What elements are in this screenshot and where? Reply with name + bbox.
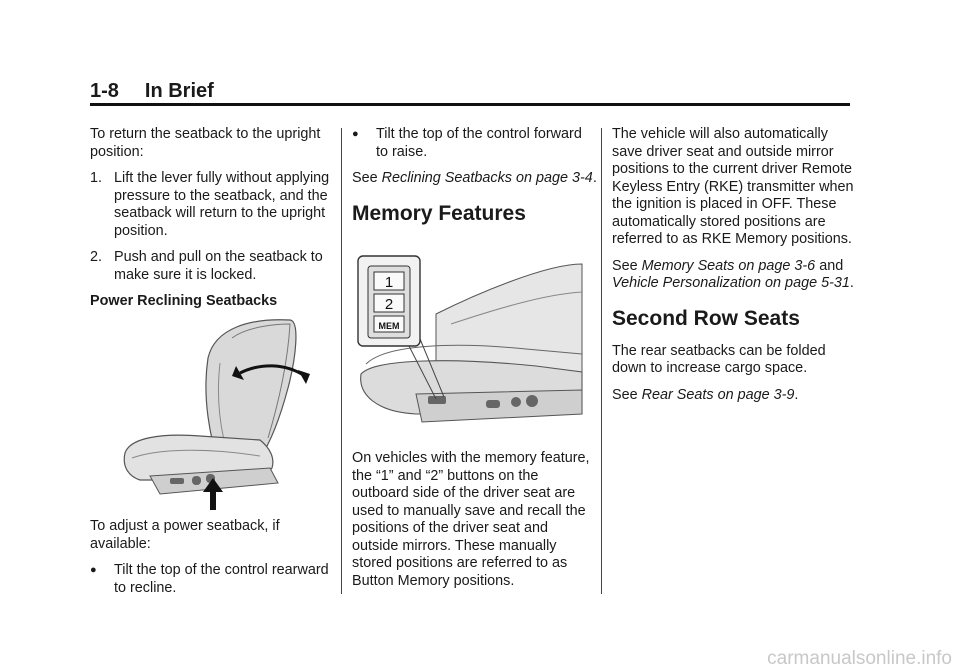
- see-reference: [612, 258, 857, 293]
- column-divider-1: [341, 128, 342, 594]
- memory-seats-link[interactable]: Memory Seats on page 3-6: [641, 257, 816, 274]
- see-label: See: [612, 386, 638, 403]
- bullet-text: Tilt the top of the control forward to raise.: [376, 126, 582, 160]
- memory-button-2: 2: [384, 296, 394, 313]
- period: .: [794, 386, 799, 403]
- memory-description: On vehicles with the memory feature, the “1” and “2” buttons on the outboard side of the driver seat are used to manually save and recall the positions of the driver seat and outside mirrors. These manually stored positions are referred to as Button Memory positions.: [352, 450, 590, 589]
- rear-seats-link[interactable]: Rear Seats on page 3-9: [641, 386, 795, 403]
- period: .: [849, 275, 854, 291]
- column-1: [90, 126, 330, 320]
- section-heading-memory-features: Memory Features: [352, 201, 526, 225]
- reclining-seatbacks-link[interactable]: Reclining Seatbacks on page 3-4: [381, 170, 593, 186]
- bullet-icon: ●: [90, 564, 97, 576]
- column-2-lower: [352, 450, 597, 599]
- step-item: [90, 249, 330, 284]
- step-item: [90, 170, 330, 240]
- period: .: [592, 170, 597, 186]
- memory-button-mem: MEM: [378, 321, 400, 331]
- column-1-lower: [90, 518, 330, 606]
- page-header: [90, 80, 214, 103]
- bullet-item: [352, 126, 597, 161]
- reclining-seat-illustration: [120, 318, 310, 510]
- adjust-paragraph: To adjust a power seatback, if available:: [90, 518, 280, 552]
- bullet-icon: ●: [352, 128, 359, 140]
- intro-paragraph: To return the seatback to the upright position:: [90, 126, 321, 160]
- memory-button-1: 1: [384, 274, 394, 291]
- page-title: In Brief: [144, 80, 214, 102]
- bullet-text: Tilt the top of the control rearward to recline.: [114, 562, 329, 596]
- rke-paragraph: The vehicle will also automatically save driver seat and outside mirror positions to the current driver Remote Keyless Entry (RKE) transmitter when the ignition is placed in OFF. These automatically stored positions are referred to as RKE Memory positions.: [612, 126, 854, 247]
- see-reference: [612, 387, 857, 405]
- memory-buttons-illustration: [356, 254, 588, 440]
- step-text: Lift the lever fully without applying pressure to the seatback, and the seatback will return to the upright position.: [114, 170, 330, 239]
- second-row-paragraph: The rear seatbacks can be folded down to increase cargo space.: [612, 342, 826, 376]
- step-number: 2.: [90, 249, 103, 265]
- and-label: and: [819, 257, 844, 274]
- column-3: [612, 126, 857, 413]
- see-reference: [352, 170, 597, 188]
- page-number: 1-8: [90, 80, 119, 102]
- vehicle-personalization-link[interactable]: Vehicle Personalization on page 5-31: [612, 275, 850, 291]
- header-rule: [90, 103, 850, 106]
- bullet-item: [90, 562, 330, 597]
- step-number: 1.: [90, 170, 103, 186]
- see-label: See: [352, 170, 378, 186]
- watermark: carmanualsonline.info: [767, 648, 952, 669]
- column-2: [352, 126, 597, 238]
- step-text: Push and pull on the seatback to make sure it is locked.: [114, 249, 323, 283]
- column-divider-2: [601, 128, 602, 594]
- subheading-power-reclining: Power Reclining Seatbacks: [90, 293, 278, 309]
- section-heading-second-row-seats: Second Row Seats: [612, 306, 800, 330]
- see-label: See: [612, 257, 638, 274]
